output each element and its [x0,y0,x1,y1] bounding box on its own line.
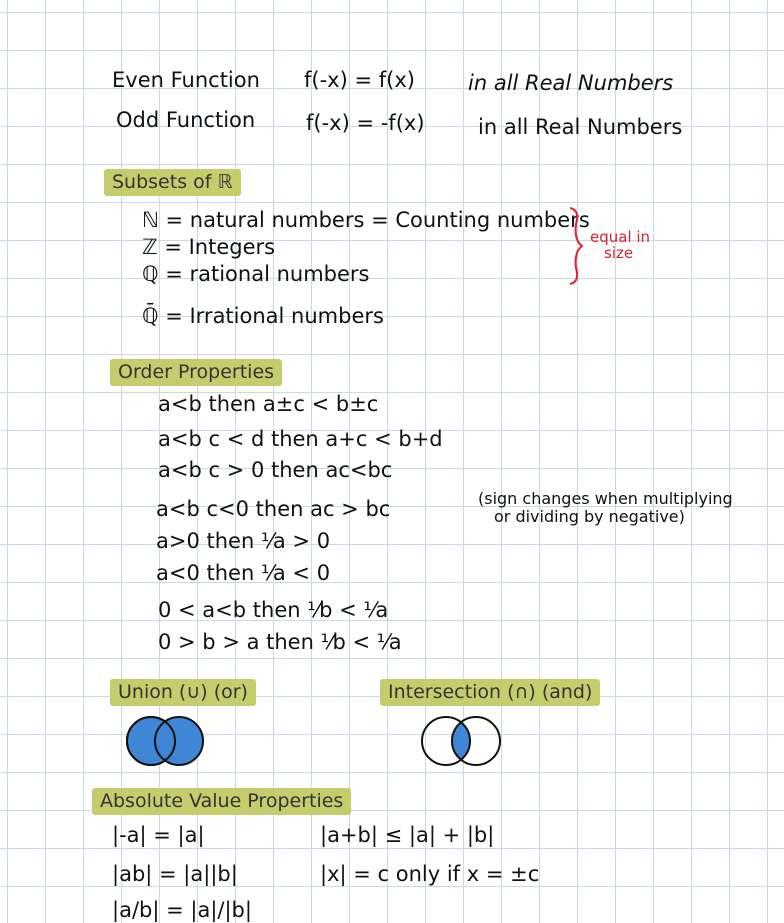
union-venn-diagram [116,713,226,773]
even-function-formula: f(-x) = f(x) [304,68,415,92]
even-function-label: Even Function [112,68,260,92]
abs-product: |ab| = |a||b| [112,862,238,886]
order-row-6: a<0 then ⅟a < 0 [156,561,331,585]
intersection-venn-diagram [416,713,526,773]
odd-function-formula: f(-x) = -f(x) [306,111,425,135]
subsets-heading: Subsets of ℝ [104,169,241,196]
odd-function-label: Odd Function [116,108,256,132]
order-row-5: a>0 then ⅟a > 0 [156,529,331,553]
order-properties-heading: Order Properties [110,359,282,386]
intersection-heading: Intersection (∩) (and) [380,679,600,706]
sign-change-note-line2: or dividing by negative) [494,507,685,526]
abs-equals-c: |x| = c only if x = ±c [320,862,540,886]
abs-neg-a: |-a| = |a| [112,823,205,847]
union-heading: Union (∪) (or) [110,679,256,706]
order-row-8: 0 > b > a then ⅟b < ⅟a [158,630,402,654]
order-row-2: a<b c < d then a+c < b+d [158,427,443,451]
order-row-7: 0 < a<b then ⅟b < ⅟a [158,598,389,622]
rational-numbers-line: ℚ = rational numbers [142,262,370,286]
absolute-value-heading: Absolute Value Properties [92,788,351,815]
sign-change-note-line1: (sign changes when multiplying [478,489,733,508]
abs-quotient: |a/b| = |a|/|b| [112,898,252,922]
red-brace-icon [566,206,586,286]
integers-line: ℤ = Integers [142,235,276,259]
order-row-4: a<b c<0 then ac > bc [156,497,391,521]
triangle-inequality: |a+b| ≤ |a| + |b| [320,823,495,847]
even-function-domain: in all Real Numbers [468,71,674,95]
order-row-3: a<b c > 0 then ac<bc [158,458,393,482]
equal-size-note-line2: size [604,244,634,262]
odd-function-domain: in all Real Numbers [478,115,683,139]
natural-numbers-line: ℕ = natural numbers = Counting numbers [142,208,590,232]
irrational-numbers-line: ℚ̄ = Irrational numbers [142,304,384,328]
order-row-1: a<b then a±c < b±c [158,392,379,416]
equal-size-note-line1: equal in [590,228,651,246]
